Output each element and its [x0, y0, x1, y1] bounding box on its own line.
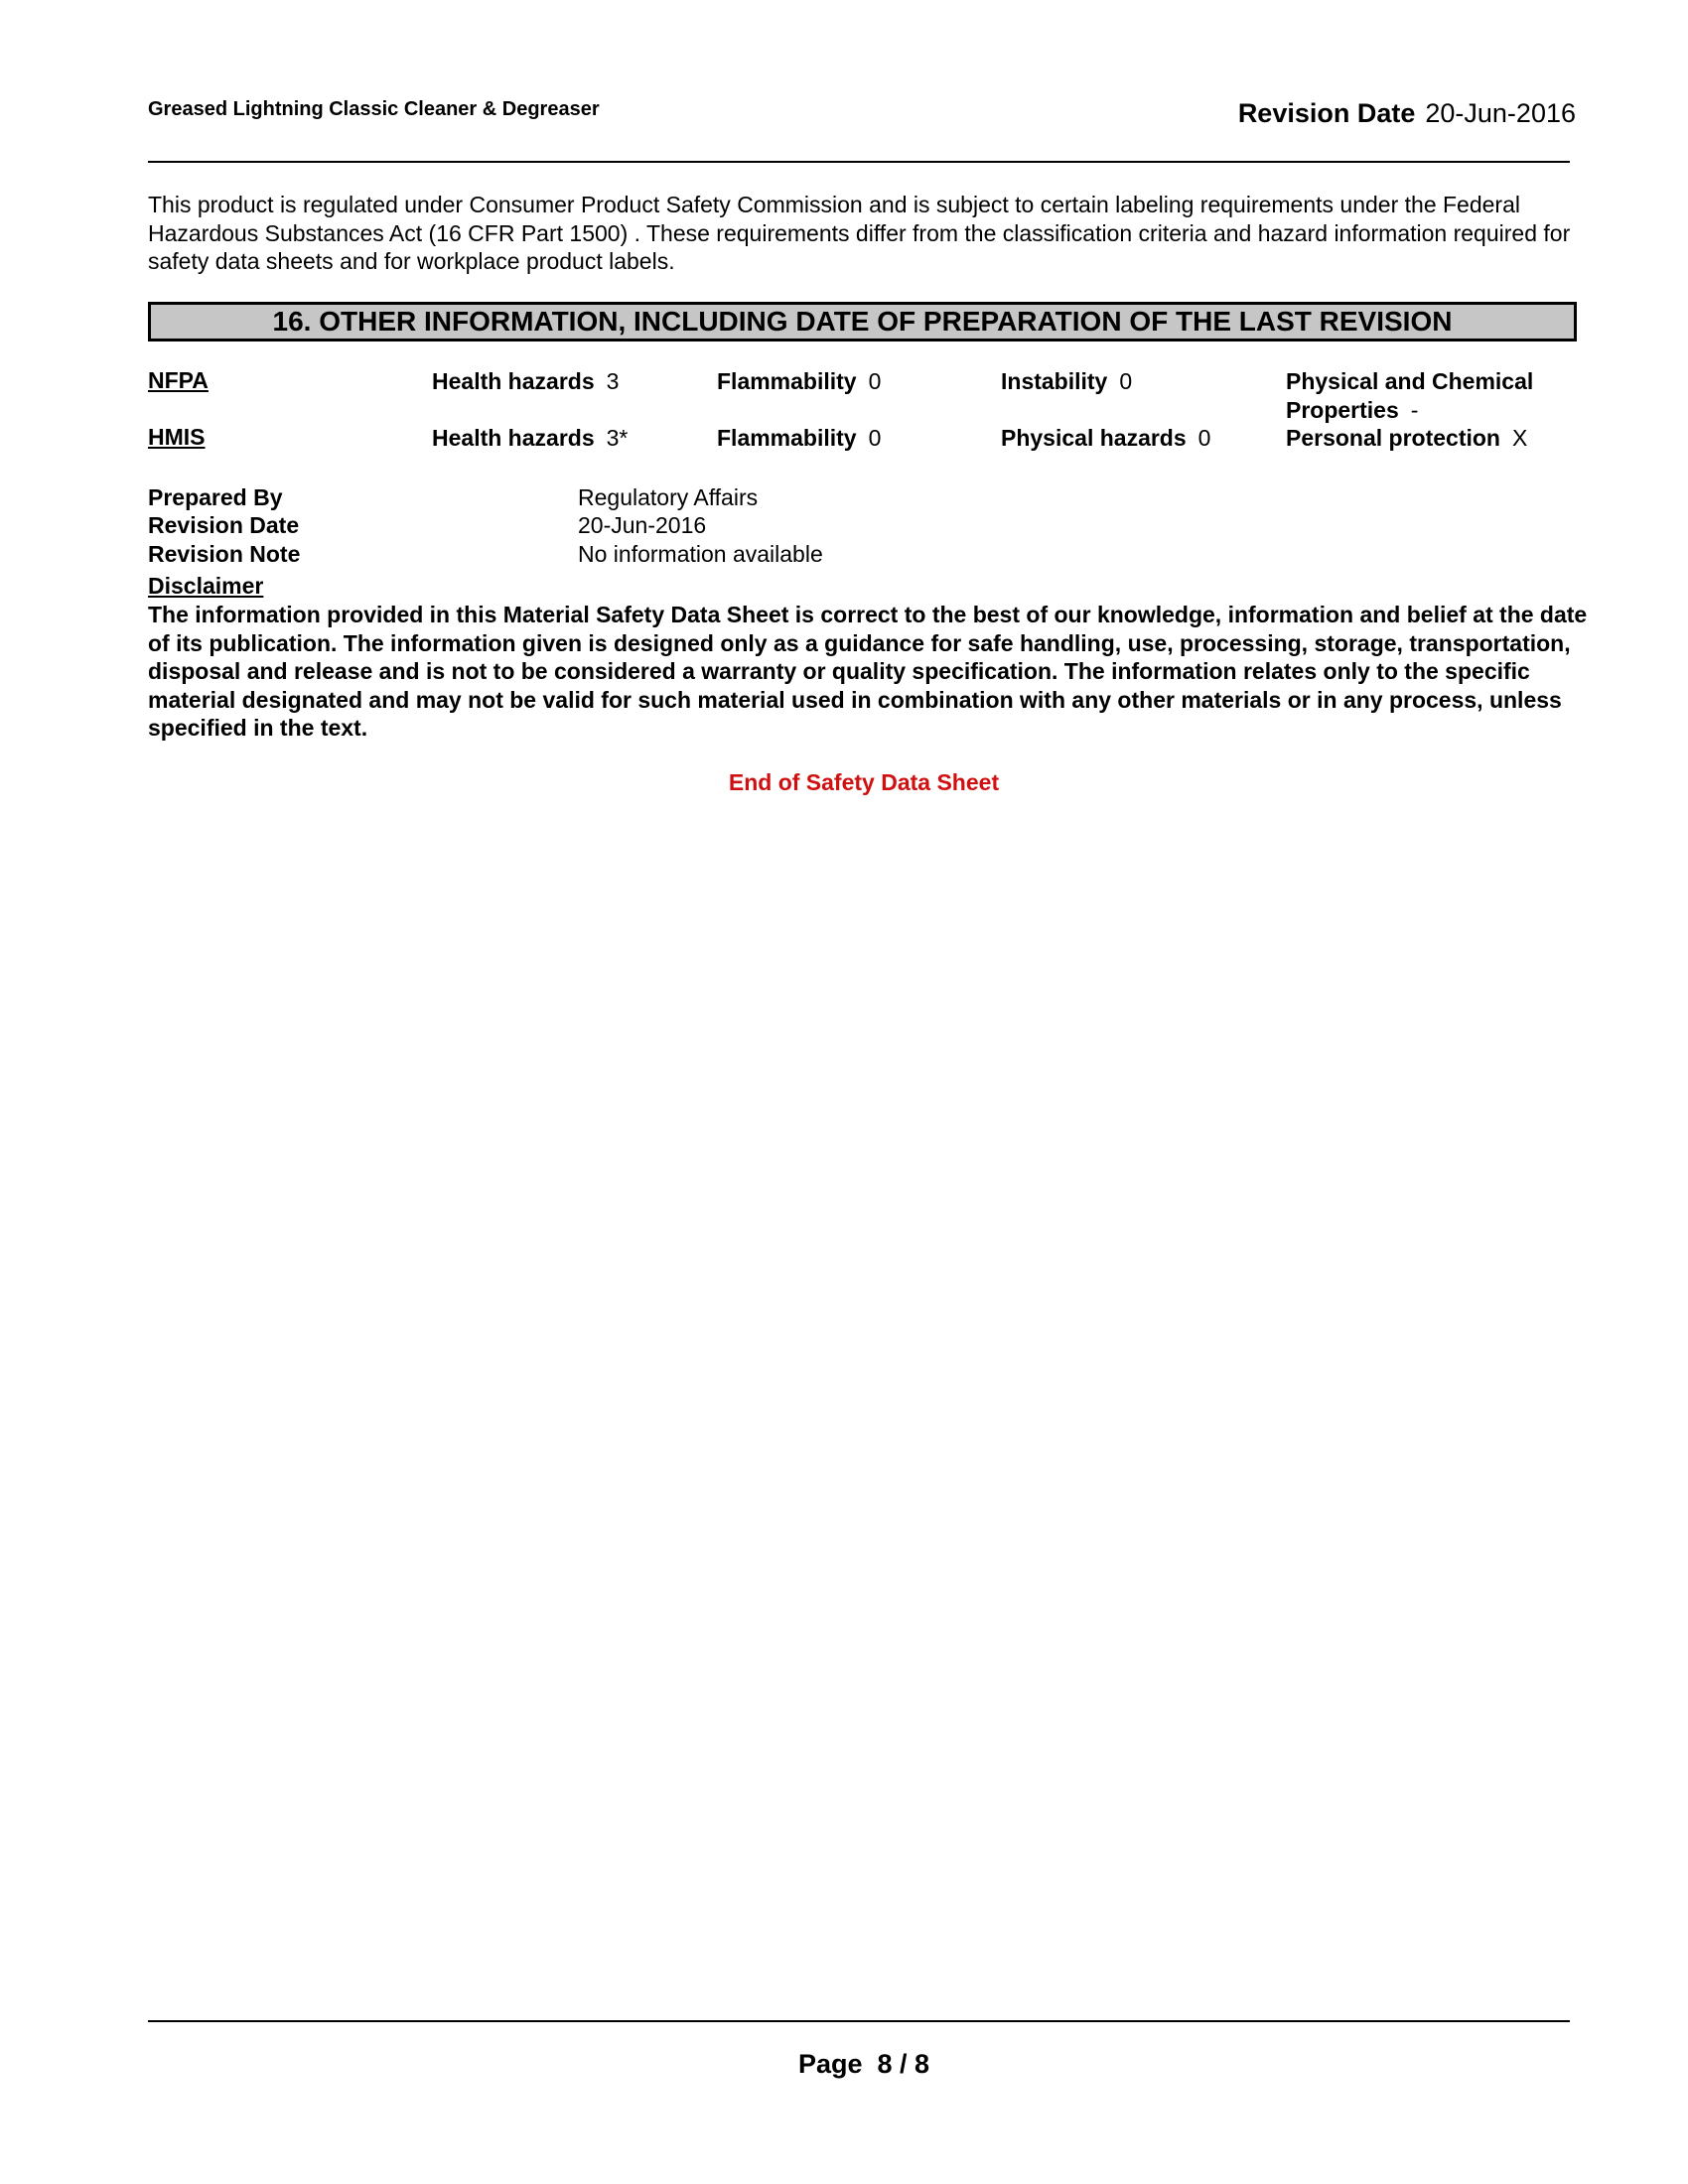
hmis-label: HMIS [148, 424, 206, 450]
nfpa-flammability [717, 367, 881, 396]
nfpa-health-value: 3 [606, 368, 620, 394]
hmis-flammability-value: 0 [868, 425, 882, 451]
header-revision-date: 20-Jun-2016 [1425, 98, 1576, 128]
nfpa-physchem-value: - [1410, 396, 1419, 423]
hmis-flammability-label: Flammability [717, 425, 857, 451]
nfpa-health-label: Health hazards [432, 368, 595, 394]
nfpa-health [432, 367, 619, 396]
header-product-name: Greased Lightning Classic Cleaner & Degreaser [148, 98, 600, 120]
header-revision-label: Revision Date [1237, 98, 1416, 128]
disclaimer-text: The information provided in this Material Safety Data Sheet is correct to the best of our knowledge, information and belief at the date of its publication. The information given is designed only as a guidance for safe handling, use, processing, storage, transportation, disposal and release and is not to be considered a warranty or quality specification. The information relates only to the specific material designated and may not be valid for such material used in combination with any other materials or in any process, unless specified in the text. [148, 602, 1588, 741]
page-value: 8 / 8 [877, 2049, 930, 2079]
hmis-health [432, 424, 628, 453]
revision-note-label: Revision Note [148, 541, 301, 567]
regulatory-statement: This product is regulated under Consumer Product Safety Commission and is subject to certain labeling requirements under the Federal Hazardous Substances Act (16 CFR Part 1500) . These requirements differ from the classification criteria and hazard information required for safety data sheets and for workplace product labels. [148, 192, 1571, 274]
page-number [0, 2049, 1688, 2080]
hmis-protection [1286, 424, 1527, 453]
footer-divider [148, 2020, 1570, 2022]
hmis-flammability [717, 424, 881, 453]
prepared-by-label: Prepared By [148, 484, 283, 510]
end-of-sds: End of Safety Data Sheet [728, 769, 1000, 795]
nfpa-instability [1001, 367, 1132, 396]
nfpa-physchem-label-line2: Properties [1286, 396, 1399, 423]
hmis-protection-value: X [1511, 425, 1528, 451]
hmis-physical [1001, 424, 1210, 453]
nfpa-label: NFPA [148, 367, 209, 393]
section-16-title: 16. OTHER INFORMATION, INCLUDING DATE OF PREPARATION OF THE LAST REVISION [148, 302, 1577, 341]
page-label: Page [797, 2049, 863, 2079]
hmis-physical-value: 0 [1197, 425, 1211, 451]
revision-note-value: No information available [578, 541, 823, 567]
header-revision [1238, 98, 1576, 129]
hmis-health-value: 3* [606, 425, 629, 451]
nfpa-physchem [1286, 367, 1533, 424]
hmis-physical-label: Physical hazards [1001, 425, 1187, 451]
disclaimer-title: Disclaimer [148, 573, 264, 599]
hmis-health-label: Health hazards [432, 425, 595, 451]
header-divider [148, 161, 1570, 163]
revision-date-value: 20-Jun-2016 [578, 512, 707, 538]
revision-date-label: Revision Date [148, 512, 300, 538]
nfpa-physchem-line2 [1286, 396, 1533, 425]
hmis-protection-label: Personal protection [1286, 425, 1500, 451]
nfpa-flammability-value: 0 [868, 368, 882, 394]
nfpa-flammability-label: Flammability [717, 368, 857, 394]
prepared-by-value: Regulatory Affairs [578, 484, 759, 510]
nfpa-instability-value: 0 [1119, 368, 1133, 394]
nfpa-physchem-label-line1: Physical and Chemical [1286, 368, 1534, 394]
nfpa-instability-label: Instability [1001, 368, 1108, 394]
